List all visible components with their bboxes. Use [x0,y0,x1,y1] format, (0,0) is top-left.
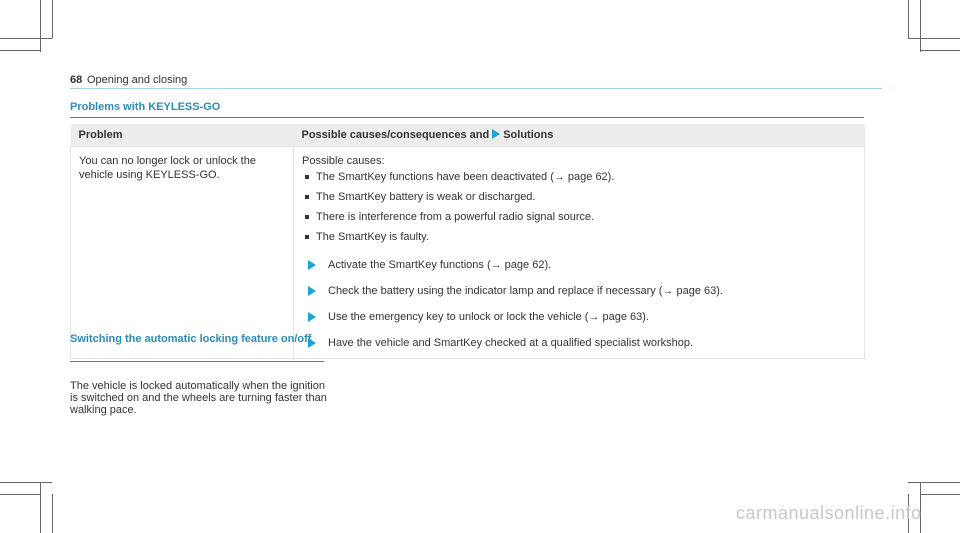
causes-solutions-cell [294,147,865,359]
header-rule [70,88,882,89]
solution-text: Use the emergency key to unlock or lock the vehicle (→ page 63). [328,311,649,323]
causes-list [302,170,856,244]
crop-mark [920,0,921,52]
solution-text: Have the vehicle and SmartKey checked at a qualified specialist workshop. [328,337,694,349]
solution-text: Activate the SmartKey functions (→ page 62). [328,259,552,271]
solution-step [302,310,856,324]
crop-mark [920,50,960,51]
problem-cell: You can no longer lock or unlock the vehicle using KEYLESS-GO. [71,147,294,359]
table-row [71,147,865,359]
section-rule [70,117,864,118]
section-title-automatic-locking: Switching the automatic locking feature on/off [70,333,312,345]
crop-mark [920,494,960,495]
list-item: There is interference from a powerful radio signal source. [302,210,856,224]
solution-arrow-icon [492,129,500,139]
list-item: The SmartKey battery is weak or discharged. [302,190,856,204]
solution-step [302,258,856,272]
table-header-row [71,124,865,147]
section-title-keyless-go: Problems with KEYLESS-GO [70,101,221,113]
crop-mark [40,482,41,533]
crop-mark [0,38,52,39]
solution-arrow-icon [308,260,316,270]
problems-table [70,124,865,359]
crop-mark [52,0,53,38]
solution-step [302,284,856,298]
crop-mark [40,0,41,52]
column-header-problem: Problem [71,124,294,147]
section-body-text: The vehicle is locked automatically when the ignition is switched on and the wheels are turning faster than walking pace. [70,380,327,416]
page-number: 68 [70,74,83,86]
solution-step [302,336,856,350]
causes-intro: Possible causes: [302,155,385,167]
crop-mark [0,494,40,495]
crop-mark [52,494,53,533]
crop-mark [0,50,40,51]
column-header-solutions: Solutions [503,129,554,141]
column-header-causes-solutions [294,124,865,147]
crop-mark [0,482,52,483]
watermark-text: carmanualsonline.info [736,503,922,523]
list-item: The SmartKey functions have been deactivated (→ page 62). [302,170,856,184]
solution-arrow-icon [308,286,316,296]
crop-mark [908,0,909,38]
crop-mark [908,482,960,483]
crop-mark [908,38,960,39]
solution-text: Check the battery using the indicator lamp and replace if necessary (→ page 63). [328,285,723,297]
column-header-causes: Possible causes/consequences and [301,129,490,141]
section-rule [70,361,324,362]
solution-arrow-icon [308,312,316,322]
list-item: The SmartKey is faulty. [302,230,856,244]
chapter-title: Opening and closing [87,74,188,86]
